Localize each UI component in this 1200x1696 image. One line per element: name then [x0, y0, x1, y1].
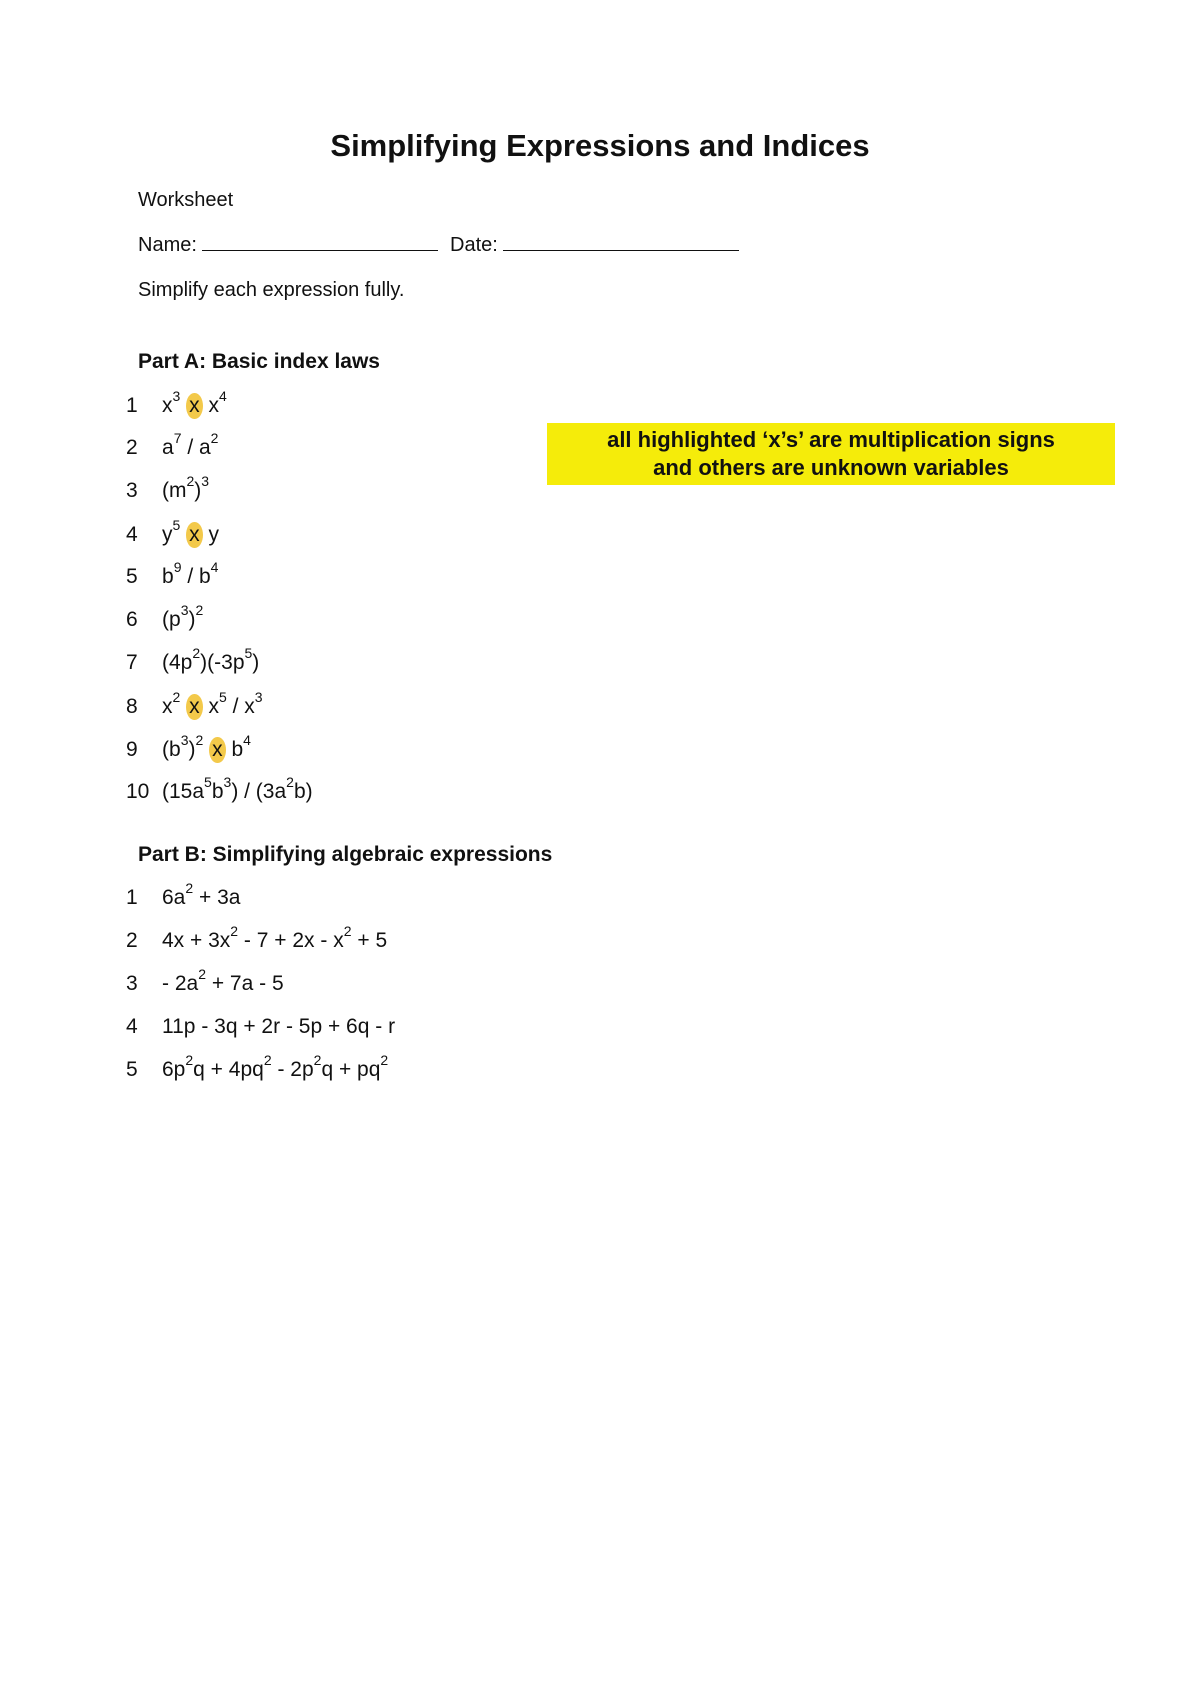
- part-b-question: [126, 1015, 395, 1045]
- part-b-question: [126, 1052, 389, 1088]
- question-number: 5: [126, 1058, 138, 1081]
- question-number: 3: [126, 972, 138, 995]
- part-a-question: [126, 645, 260, 681]
- question-number: 1: [126, 394, 138, 417]
- question-expression: $4x + 3x^2 - 7 + 2x - x^2 + 5$: [162, 923, 388, 952]
- part-b-question: [126, 966, 284, 1002]
- question-expression: $x^3$ x $x^4$: [162, 388, 227, 417]
- part-a-question: [126, 774, 313, 810]
- multiplication-sign-highlight: x: [209, 737, 226, 763]
- part-a-question: [126, 732, 251, 767]
- question-expression: $6a^2 + 3a$: [162, 880, 241, 909]
- name-blank[interactable]: [202, 234, 438, 251]
- multiplication-sign-highlight: x: [186, 522, 203, 548]
- question-expression: $(4p^2)(-3p^5)$: [162, 645, 260, 674]
- question-expression: $(15a^5b^3) / (3a^2b)$: [162, 774, 313, 803]
- question-expression: $(m^2)^3$: [162, 473, 210, 502]
- part-a-question: [126, 473, 210, 509]
- part-a-question: [126, 388, 227, 423]
- question-number: 9: [126, 738, 138, 761]
- question-number: 4: [126, 1015, 138, 1038]
- question-number: 2: [126, 436, 138, 459]
- question-number: 8: [126, 695, 138, 718]
- multiplication-sign-highlight: x: [186, 694, 203, 720]
- part-b-heading: Part B: Simplifying algebraic expressions: [138, 843, 553, 866]
- note-line-2: and others are unknown variables: [653, 455, 1009, 480]
- question-expression: - $2a^2 + 7a - 5$: [162, 966, 284, 995]
- part-a-question: [126, 689, 263, 724]
- date-label: Date:: [450, 234, 498, 256]
- date-blank[interactable]: [503, 234, 739, 251]
- question-number: 10: [126, 780, 150, 803]
- part-b-question: [126, 880, 241, 916]
- worksheet-subtitle: Worksheet: [138, 189, 234, 211]
- question-expression: $x^2$ x $x^5 / x^3$: [162, 689, 263, 718]
- question-number: 7: [126, 651, 138, 674]
- instruction: Simplify each expression fully.: [138, 279, 405, 301]
- question-number: 4: [126, 523, 138, 546]
- question-number: 1: [126, 886, 138, 909]
- part-a-question: [126, 517, 219, 552]
- question-number: 3: [126, 479, 138, 502]
- part-a-question: [126, 602, 204, 638]
- question-expression: $(p^3)^2$: [162, 602, 204, 631]
- part-a-heading: Part A: Basic index laws: [138, 350, 380, 373]
- name-date-row: [138, 234, 745, 257]
- highlight-note: [547, 423, 1115, 485]
- question-number: 5: [126, 565, 138, 588]
- question-expression: $a^7 / a^2$: [162, 430, 219, 459]
- part-b-question: [126, 923, 388, 959]
- multiplication-sign-highlight: x: [186, 393, 203, 419]
- question-expression: 11p - 3q + 2r - 5p + 6q - r: [162, 1015, 396, 1038]
- question-expression: $(b^3)^2$ x $b^4$: [162, 732, 251, 761]
- question-number: 6: [126, 608, 138, 631]
- page-title: Simplifying Expressions and Indices: [330, 128, 870, 163]
- name-label: Name:: [138, 234, 197, 256]
- part-a-question: [126, 559, 219, 595]
- part-a-question: [126, 430, 219, 466]
- question-expression: $6p^2q + 4pq^2 - 2p^2q + pq^2$: [162, 1052, 389, 1081]
- question-expression: $b^9 / b^4$: [162, 559, 219, 588]
- question-expression: $y^5$ x y: [162, 517, 219, 546]
- note-line-1: all highlighted ‘x’s’ are multiplication signs: [607, 427, 1055, 452]
- question-number: 2: [126, 929, 138, 952]
